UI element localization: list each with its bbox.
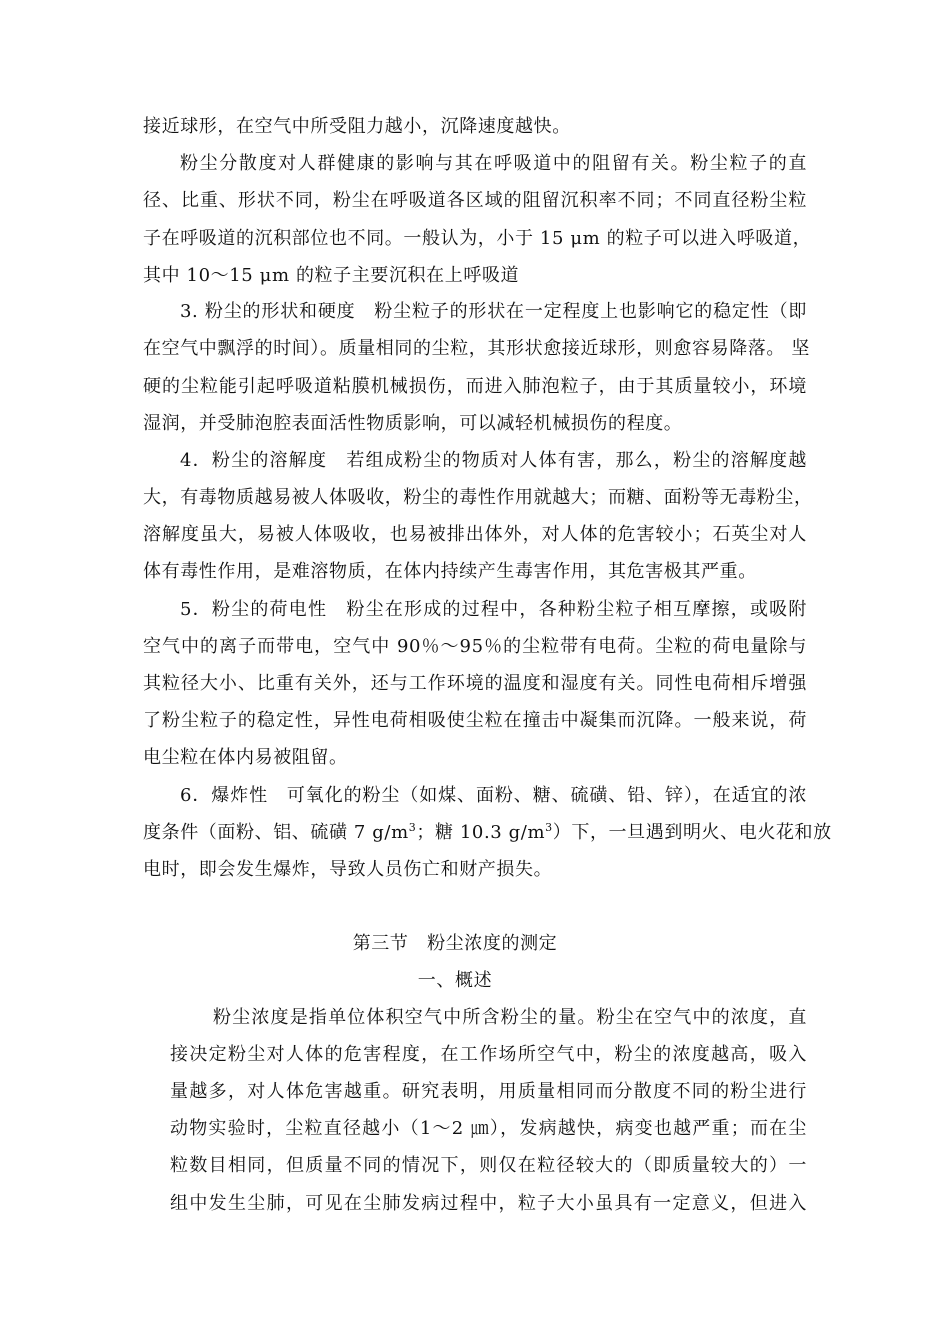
text-line: 在空气中飘浮的时间）。质量相同的尘粒，其形状愈接近球形，则愈容易降落。 坚 (143, 338, 810, 359)
text-line: 组中发生尘肺，可见在尘肺发病过程中，粒子大小虽具有一定意义，但进入 (170, 1193, 807, 1214)
text-line: 体有毒性作用，是难溶物质，在体内持续产生毒害作用，其危害极其严重。 (143, 561, 757, 582)
text-line: 电尘粒在体内易被阻留。 (143, 747, 348, 768)
text-line: 径、比重、形状不同，粉尘在呼吸道各区域的阻留沉积率不同；不同直径粉尘粒 (143, 190, 807, 211)
text-line-with-superscript (143, 821, 832, 845)
text-line: 空气中的离子而带电，空气中 90％～95％的尘粒带有电荷。尘粒的荷电量除与 (143, 636, 807, 657)
text-line: 3. 粉尘的形状和硬度 粉尘粒子的形状在一定程度上也影响它的稳定性（即 (180, 301, 807, 322)
superscript: 3 (545, 821, 553, 834)
text-fragment: ）下，一旦遇到明火、电火花和放 (552, 822, 832, 843)
text-line: 量越多，对人体危害越重。研究表明，用质量相同而分散度不同的粉尘进行 (170, 1081, 807, 1102)
text-line: 子在呼吸道的沉积部位也不同。一般认为，小于 15 μm 的粒子可以进入呼吸道， (143, 228, 812, 249)
text-fragment: ；糖 10.3 g/m (416, 822, 546, 843)
section-heading: 第三节 粉尘浓度的测定 (352, 933, 558, 954)
text-line: 电时，即会发生爆炸，导致人员伤亡和财产损失。 (143, 859, 553, 880)
text-line: 硬的尘粒能引起呼吸道粘膜机械损伤，而进入肺泡粒子，由于其质量较小，环境 (143, 376, 807, 397)
text-line: 粉尘分散度对人群健康的影响与其在呼吸道中的阻留有关。粉尘粒子的直 (180, 153, 807, 174)
text-fragment: 度条件（面粉、铝、硫磺 7 g/m (143, 822, 409, 843)
text-line: 4．粉尘的溶解度 若组成粉尘的物质对人体有害，那么，粉尘的溶解度越 (180, 450, 807, 471)
text-line: 其中 10～15 μm 的粒子主要沉积在上呼吸道 (143, 265, 520, 286)
text-line: 接决定粉尘对人体的危害程度，在工作场所空气中，粉尘的浓度越高，吸入 (170, 1044, 807, 1065)
text-line: 了粉尘粒子的稳定性，异性电荷相吸使尘粒在撞击中凝集而沉降。一般来说，荷 (143, 710, 807, 731)
text-line: 6．爆炸性 可氧化的粉尘（如煤、面粉、糖、硫磺、铅、锌），在适宜的浓 (180, 785, 807, 806)
text-line: 湿润，并受肺泡腔表面活性物质影响，可以减轻机械损伤的程度。 (143, 413, 683, 434)
subsection-heading: 一、概述 (417, 970, 493, 991)
text-line: 溶解度虽大，易被人体吸收，也易被排出体外，对人体的危害较小；石英尘对人 (143, 524, 807, 545)
text-line: 其粒径大小、比重有关外，还与工作环境的温度和湿度有关。同性电荷相斥增强 (143, 673, 807, 694)
text-line: 粒数目相同，但质量不同的情况下，则仅在粒径较大的（即质量较大的）一 (170, 1155, 807, 1176)
text-line: 粉尘浓度是指单位体积空气中所含粉尘的量。粉尘在空气中的浓度，直 (213, 1007, 807, 1028)
text-line: 动物实验时，尘粒直径越小（1～2 ㎛），发病越快，病变也越严重；而在尘 (170, 1118, 807, 1139)
superscript: 3 (408, 821, 417, 834)
text-line: 5．粉尘的荷电性 粉尘在形成的过程中，各种粉尘粒子相互摩擦，或吸附 (180, 599, 807, 620)
text-line: 大，有毒物质越易被人体吸收，粉尘的毒性作用就越大；而糖、面粉等无毒粉尘， (143, 487, 813, 508)
text-line: 接近球形，在空气中所受阻力越小，沉降速度越快。 (143, 116, 571, 137)
